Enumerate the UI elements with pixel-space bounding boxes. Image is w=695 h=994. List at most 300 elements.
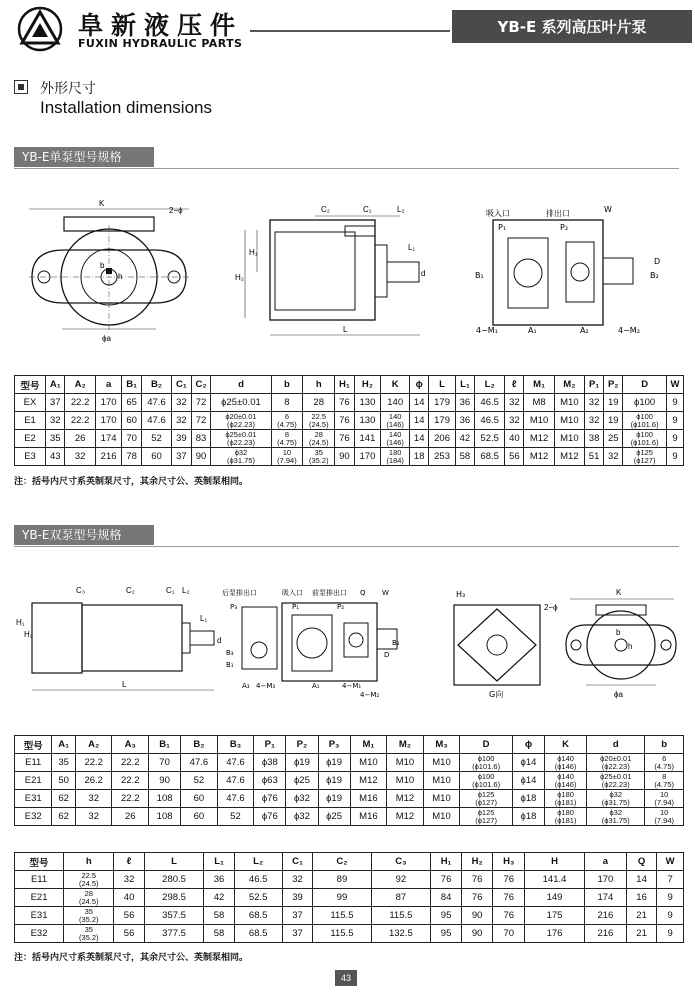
dim-C2: C₂ (126, 586, 135, 595)
cell-value: ϕ25±0.01 (225, 429, 257, 439)
table-cell (645, 754, 684, 772)
table-cell: E11 (15, 871, 64, 889)
cell-value-alt: (ϕ127) (475, 815, 497, 825)
table-cell: 39 (172, 430, 191, 448)
table-cell: 76 (431, 871, 462, 889)
table-cell (64, 925, 114, 943)
table-cell: 70 (493, 925, 525, 943)
table-cell: 8 (271, 394, 303, 412)
table-cell (645, 808, 684, 826)
table-cell: ϕ38 (254, 754, 286, 772)
table-cell: ϕ25 (318, 808, 350, 826)
brand-name-cn: 阜新液压件 (78, 11, 244, 40)
dim-H2: H₂ (24, 630, 33, 639)
cell-value: ϕ140 (557, 753, 574, 763)
table-cell: 70 (149, 754, 181, 772)
table-header-cell: ℓ (505, 376, 524, 394)
table-cell: 7 (657, 871, 684, 889)
table-cell: 90 (461, 907, 492, 925)
table-cell (271, 448, 303, 466)
cell-value: ϕ100 (477, 771, 495, 781)
table-cell: 37 (282, 925, 313, 943)
table-header-cell: 型号 (15, 736, 52, 754)
table-cell: M12 (350, 772, 387, 790)
dim-L1: L₁ (408, 243, 416, 252)
company-logo-icon (14, 6, 66, 52)
table-header-cell: H₂ (461, 853, 492, 871)
table-cell: 78 (122, 448, 141, 466)
table-row (15, 412, 684, 430)
table-cell: 39 (282, 889, 313, 907)
table-cell: M12 (554, 448, 584, 466)
table-cell: 46.5 (234, 871, 282, 889)
table-header-cell: A₂ (65, 376, 95, 394)
table-cell: 52 (141, 430, 171, 448)
table-header-cell: a (584, 853, 626, 871)
table-cell (587, 772, 645, 790)
dim-M1: 4−M₁ (476, 326, 498, 335)
table-cell: 50 (52, 772, 75, 790)
table-cell: E21 (15, 889, 64, 907)
table-cell: 9 (666, 448, 683, 466)
table-header-cell: L (429, 376, 456, 394)
table-cell: 76 (461, 871, 492, 889)
table-cell (545, 808, 587, 826)
table-cell: 68.5 (475, 448, 505, 466)
table-cell: 32 (282, 871, 313, 889)
cell-value-alt: (24.5) (308, 437, 329, 447)
table-row (15, 448, 684, 466)
cell-value: ϕ140 (557, 771, 574, 781)
cell-value-alt: (ϕ22.23) (601, 761, 630, 771)
table-cell: 140 (381, 394, 410, 412)
cell-value: 140 (388, 429, 402, 439)
cell-value-alt: (ϕ101.6) (472, 761, 501, 771)
table-cell: 25 (604, 430, 623, 448)
cell-value-alt: (7.94) (654, 815, 674, 825)
table-cell: 76 (461, 889, 492, 907)
table-cell: 32 (505, 394, 524, 412)
table-cell: 51 (585, 448, 604, 466)
table-header-cell: ℓ (114, 853, 144, 871)
table-header-cell: ϕ (410, 376, 429, 394)
dim-2phi: 2−ϕ (544, 603, 558, 612)
table-row (15, 925, 684, 943)
table-header-cell: D (460, 736, 513, 754)
cell-value: 10 (660, 789, 669, 799)
cell-value: 28 (314, 429, 323, 439)
table-header-cell: M₂ (554, 376, 584, 394)
table-cell: 22.2 (112, 772, 149, 790)
dim-A1: A₁ (528, 326, 537, 335)
table-cell: E32 (15, 808, 52, 826)
table-cell: 56 (114, 907, 144, 925)
cell-value: 28 (84, 888, 93, 898)
table-cell (64, 871, 114, 889)
table-cell: 9 (666, 412, 683, 430)
table-cell (645, 772, 684, 790)
table-row (15, 790, 684, 808)
table-cell: M10 (387, 754, 424, 772)
table-cell: 46.5 (475, 412, 505, 430)
table-cell: 141.4 (525, 871, 585, 889)
table-cell: 176 (525, 925, 585, 943)
table-cell: 84 (431, 889, 462, 907)
table-cell: 130 (354, 394, 381, 412)
table-row (15, 754, 684, 772)
table-cell: 14 (626, 871, 656, 889)
dim-phia: ϕa (102, 334, 111, 343)
cell-value: ϕ125 (477, 807, 495, 817)
table-cell: 52.5 (234, 889, 282, 907)
table-header-cell: L₁ (455, 376, 474, 394)
table-cell (623, 412, 667, 430)
dim-K: K (616, 588, 622, 597)
table-cell: 47.6 (217, 772, 254, 790)
table-cell: 47.6 (141, 394, 171, 412)
table-cell: 132.5 (371, 925, 431, 943)
table-header-cell: C₁ (172, 376, 191, 394)
table-cell: 32 (46, 412, 65, 430)
table-header-cell: b (645, 736, 684, 754)
table-cell: 280.5 (144, 871, 204, 889)
dim-b: b (616, 628, 621, 637)
table-cell: 95 (431, 925, 462, 943)
cell-value-alt: (146) (386, 419, 404, 429)
table-cell: 35 (46, 430, 65, 448)
cell-value: 10 (282, 447, 292, 457)
table-cell (623, 430, 667, 448)
double-side-view (14, 585, 222, 700)
dim-W: W (604, 205, 612, 214)
section-title-en: Installation dimensions (40, 98, 212, 117)
table-cell: 35 (52, 754, 75, 772)
table-cell: 377.5 (144, 925, 204, 943)
dim-A1: A₁ (312, 682, 320, 690)
table-cell: M12 (387, 790, 424, 808)
table-header-cell: B₁ (122, 376, 141, 394)
dim-C1: C₁ (363, 205, 372, 214)
table-cell: 56 (114, 925, 144, 943)
table-cell: 18 (410, 448, 429, 466)
table-header-cell: A₁ (46, 376, 65, 394)
table-cell: M10 (524, 412, 554, 430)
dim-L: L (343, 325, 348, 334)
table-cell: 170 (95, 394, 122, 412)
table-cell: 76 (493, 889, 525, 907)
table-row (15, 871, 684, 889)
table-header-cell: a (95, 376, 122, 394)
table-cell: 21 (626, 907, 656, 925)
table-cell: 47.6 (217, 790, 254, 808)
cell-value: ϕ20±0.01 (600, 753, 632, 763)
table-header-cell: b (271, 376, 303, 394)
dim-Q: Q (360, 589, 366, 597)
section-bullet-icon (14, 80, 28, 94)
cell-value: 10 (660, 807, 669, 817)
table-cell (64, 907, 114, 925)
table-cell: 46.5 (475, 394, 505, 412)
dim-P2: P₂ (337, 603, 345, 611)
table-cell: M10 (554, 412, 584, 430)
table-header-cell: W (666, 376, 683, 394)
cell-value: 22.5 (311, 411, 327, 421)
table-header-cell: C₂ (191, 376, 211, 394)
header-rule (250, 30, 450, 32)
table-cell: 19 (604, 394, 623, 412)
table-header-cell: L₂ (475, 376, 505, 394)
cell-value: ϕ25±0.01 (600, 771, 632, 781)
cell-value-alt: (4.75) (654, 779, 674, 789)
dim-K: K (99, 199, 105, 208)
dim-P1: P₁ (498, 223, 507, 232)
table-cell: 37 (46, 394, 65, 412)
table-cell: 216 (95, 448, 122, 466)
table-cell: 9 (657, 925, 684, 943)
cell-value-alt: (35.2) (308, 455, 329, 465)
series-title: YB-E 系列高压叶片泵 (452, 10, 692, 43)
table-cell: E32 (15, 925, 64, 943)
table-cell: 62 (52, 790, 75, 808)
table-cell: 32 (172, 394, 191, 412)
table-cell: 115.5 (313, 925, 371, 943)
table-cell: ϕ100 (623, 394, 667, 412)
table-cell: M10 (423, 754, 460, 772)
table-cell: ϕ14 (512, 754, 544, 772)
cell-value: 6 (662, 753, 667, 763)
table-cell: 76 (335, 430, 354, 448)
table-cell: 216 (584, 907, 626, 925)
table-header-cell: h (64, 853, 114, 871)
table-cell: M16 (350, 808, 387, 826)
table-cell: 174 (584, 889, 626, 907)
table-header-cell: 型号 (15, 376, 46, 394)
cell-value-alt: (ϕ101.6) (630, 419, 659, 429)
table-cell: 83 (191, 430, 211, 448)
cell-value: ϕ125 (636, 447, 653, 457)
dim-B3: B₃ (226, 649, 234, 657)
table-cell: 58 (455, 448, 474, 466)
table-header-cell: H (525, 853, 585, 871)
table-cell: M12 (387, 808, 424, 826)
table-cell: 37 (282, 907, 313, 925)
dim-h: h (118, 272, 123, 281)
dim-M2: 4−M₂ (360, 691, 380, 699)
table-cell: 76 (335, 412, 354, 430)
table-header-cell: C₂ (313, 853, 371, 871)
cell-value-alt: (ϕ22.23) (226, 437, 255, 447)
table-cell: 40 (114, 889, 144, 907)
table-cell: ϕ19 (318, 754, 350, 772)
table-cell: 47.6 (181, 754, 218, 772)
table-header-cell: M₁ (350, 736, 387, 754)
table-cell: 52.5 (475, 430, 505, 448)
dim-C3: C₃ (76, 586, 86, 595)
table-cell: E21 (15, 772, 52, 790)
table-header-cell: L₂ (234, 853, 282, 871)
table-cell: ϕ19 (318, 790, 350, 808)
table-cell: 179 (429, 394, 456, 412)
table-header-cell: d (587, 736, 645, 754)
single-pump-band: YB-E单泵型号规格 (14, 147, 154, 167)
cell-value: 180 (388, 447, 402, 457)
dim-b: b (100, 261, 105, 270)
table-cell: 72 (191, 412, 211, 430)
table-cell: 32 (75, 790, 112, 808)
table-header-cell: B₁ (149, 736, 181, 754)
dim-B1: B₁ (475, 271, 484, 280)
dim-H2: H₂ (235, 273, 244, 282)
table-cell: 42 (204, 889, 234, 907)
label-front-out: 前泵排出口 (312, 589, 347, 597)
table-cell: 43 (46, 448, 65, 466)
label-inlet: 吸入口 (486, 209, 510, 218)
label-inlet: 吸入口 (282, 589, 303, 597)
table-cell (303, 448, 335, 466)
table-cell: 52 (217, 808, 254, 826)
dim-D-side: D (654, 257, 661, 266)
cell-value-alt: (146) (386, 437, 404, 447)
cell-value: 35 (84, 924, 93, 934)
table-header-cell: 型号 (15, 853, 64, 871)
cell-value-alt: (ϕ101.6) (630, 437, 659, 447)
dim-W: W (382, 589, 389, 597)
table-cell: M10 (387, 772, 424, 790)
table-cell: 76 (493, 871, 525, 889)
table-cell: 9 (666, 394, 683, 412)
dim-D: D (384, 651, 390, 659)
dim-d: d (421, 269, 426, 278)
table-cell: 22.2 (112, 790, 149, 808)
table-header-cell: L₁ (204, 853, 234, 871)
table-cell: 36 (204, 871, 234, 889)
dim-L2: L₂ (182, 586, 190, 595)
table-cell: ϕ32 (286, 790, 318, 808)
cell-value-alt: (ϕ22.23) (226, 419, 255, 429)
table-cell: ϕ25±0.01 (211, 394, 271, 412)
table-header-cell: C₁ (282, 853, 313, 871)
table-header-cell: H₃ (493, 853, 525, 871)
table-cell: 22.2 (112, 754, 149, 772)
table-cell: 60 (141, 448, 171, 466)
table-cell (460, 772, 513, 790)
table-header-cell: M₂ (387, 736, 424, 754)
table-cell (545, 772, 587, 790)
dim-M2: 4−M₂ (618, 326, 640, 335)
table-cell: 32 (604, 448, 623, 466)
table-cell: 70 (122, 430, 141, 448)
table-cell: 115.5 (371, 907, 431, 925)
table-cell: 99 (313, 889, 371, 907)
table-cell: M12 (524, 448, 554, 466)
table-header-cell: B₃ (217, 736, 254, 754)
cell-value: 22.5 (81, 870, 97, 880)
cell-value: ϕ32 (234, 447, 248, 457)
table-header-cell: A₁ (52, 736, 75, 754)
dim-M1: 4−M₁ (342, 682, 362, 690)
table-cell: 87 (371, 889, 431, 907)
table-cell: 108 (149, 790, 181, 808)
cell-value-alt: (24.5) (78, 896, 99, 906)
table-cell (303, 430, 335, 448)
table-cell (587, 790, 645, 808)
dim-H1: H₁ (249, 248, 258, 257)
table-row (15, 808, 684, 826)
table-cell: 52 (181, 772, 218, 790)
page-header (0, 0, 695, 56)
dim-B2: B₂ (392, 639, 400, 647)
table-row (15, 907, 684, 925)
table-cell: E11 (15, 754, 52, 772)
table-cell: 32 (114, 871, 144, 889)
table-cell: 36 (455, 412, 474, 430)
table-cell: 90 (335, 448, 354, 466)
dim-2phi: 2−ϕ (169, 206, 183, 215)
cell-value: 6 (284, 411, 289, 421)
table-header-cell: d (211, 376, 271, 394)
table-cell: 76 (493, 907, 525, 925)
double-pump-table-2 (14, 852, 684, 943)
table-cell: 60 (181, 808, 218, 826)
table-cell: M10 (423, 772, 460, 790)
table-cell: 26 (65, 430, 95, 448)
table-cell (545, 754, 587, 772)
table-cell: 26.2 (75, 772, 112, 790)
brand-name-en: FUXIN HYDRAULIC PARTS (78, 37, 243, 50)
table-header-cell: ϕ (512, 736, 544, 754)
table-cell (211, 412, 271, 430)
label-rear-out: 后泵排出口 (222, 589, 257, 597)
table-cell: ϕ18 (512, 790, 544, 808)
dim-d: d (217, 636, 222, 645)
dim-P2: P₂ (560, 223, 569, 232)
dim-H1: H₁ (16, 618, 25, 627)
table-cell (587, 808, 645, 826)
cell-value-alt: (ϕ31.75) (601, 797, 630, 807)
table-cell: 60 (122, 412, 141, 430)
dim-C1: C₁ (166, 586, 175, 595)
table-cell (64, 889, 114, 907)
double-pump-table-1 (14, 735, 684, 826)
section-title-cn: 外形尺寸 (40, 81, 96, 97)
table-cell: 42 (455, 430, 474, 448)
table-cell: 170 (95, 412, 122, 430)
table-cell: 32 (585, 412, 604, 430)
table-cell: 141 (354, 430, 381, 448)
table-header-cell: A₃ (112, 736, 149, 754)
single-pump-table (14, 375, 684, 466)
table-cell: 22.2 (65, 412, 95, 430)
cell-value: 35 (84, 906, 93, 916)
table-header-cell: C₃ (371, 853, 431, 871)
table-cell: 21 (626, 925, 656, 943)
table-cell: 28 (303, 394, 335, 412)
table-cell: E3 (15, 448, 46, 466)
table-cell: M10 (423, 790, 460, 808)
table-cell: 149 (525, 889, 585, 907)
dim-C2: C₂ (321, 205, 330, 214)
cell-value: 140 (388, 411, 402, 421)
double-g-view (442, 585, 552, 700)
page-number: 43 (335, 970, 357, 986)
table-cell: ϕ76 (254, 790, 286, 808)
dim-phia: ϕa (614, 690, 623, 699)
table-cell: 32 (172, 412, 191, 430)
cell-value: ϕ100 (477, 753, 495, 763)
table-cell (271, 430, 303, 448)
table-cell: 22.2 (75, 754, 112, 772)
table-cell: 95 (431, 907, 462, 925)
